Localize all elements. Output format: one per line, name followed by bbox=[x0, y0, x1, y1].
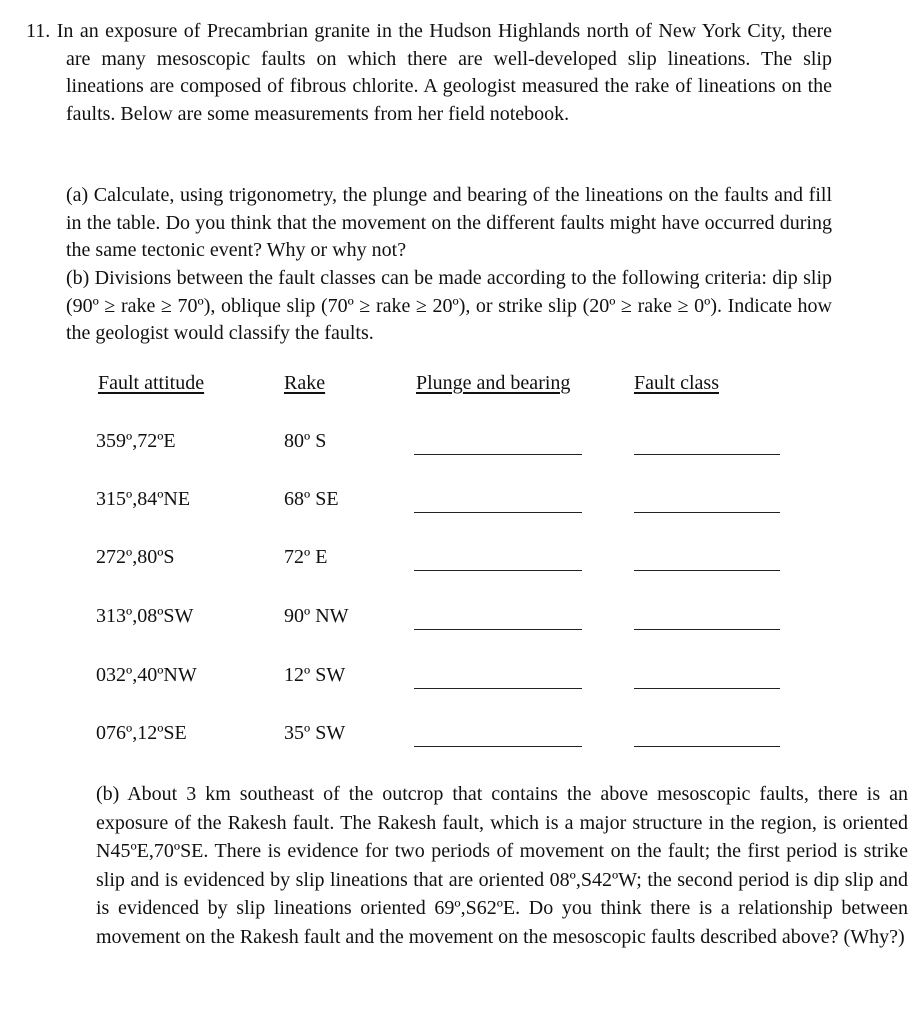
fault-class-blank[interactable] bbox=[634, 746, 780, 747]
rake-cell: 68º SE bbox=[284, 488, 339, 510]
fault-attitude-cell: 313º,08ºSW bbox=[96, 605, 194, 627]
rake-cell: 12º SW bbox=[284, 664, 346, 686]
rake-cell: 80º S bbox=[284, 430, 327, 452]
plunge-bearing-blank[interactable] bbox=[414, 746, 582, 747]
table-row bbox=[0, 546, 920, 586]
fault-class-blank[interactable] bbox=[634, 629, 780, 630]
fault-attitude-cell: 032º,40ºNW bbox=[96, 664, 197, 686]
fault-attitude-cell: 076º,12ºSE bbox=[96, 722, 187, 744]
table-row bbox=[0, 664, 920, 704]
plunge-bearing-blank[interactable] bbox=[414, 512, 582, 513]
table-row bbox=[0, 430, 920, 470]
part-a-text: (a) Calculate, using trigonometry, the plunge and bearing of the lineations on the faults and fill in the table. Do you think that the movement on the different faults might have occurred during the same tectonic event? Why or why not? bbox=[66, 184, 832, 262]
table-row bbox=[0, 605, 920, 645]
plunge-bearing-blank[interactable] bbox=[414, 570, 582, 571]
fault-class-blank[interactable] bbox=[634, 454, 780, 455]
fault-class-blank[interactable] bbox=[634, 512, 780, 513]
fault-class-blank[interactable] bbox=[634, 570, 780, 571]
header-fault-attitude: Fault attitude bbox=[98, 372, 205, 394]
header-rake: Rake bbox=[284, 372, 326, 394]
plunge-bearing-blank[interactable] bbox=[414, 688, 582, 689]
rake-cell: 35º SW bbox=[284, 722, 346, 744]
question-number: 11. bbox=[26, 20, 51, 42]
rake-cell: 72º E bbox=[284, 546, 328, 568]
plunge-bearing-blank[interactable] bbox=[414, 629, 582, 630]
fault-class-blank[interactable] bbox=[634, 688, 780, 689]
table-row bbox=[0, 722, 920, 762]
part-b-criteria-text: (b) Divisions between the fault classes can be made according to the following criteria: dip slip (90º ≥ rake ≥ 70º), oblique slip (70º ≥ rake ≥ 20º), or strike slip (20º ≥ rake ≥ 0º). Indicate how the geologist would classify the faults. bbox=[66, 267, 832, 345]
question-intro-text: In an exposure of Precambrian granite in the Hudson Highlands north of New York City, there are many mesoscopic faults on which there are well-developed slip lineations. The slip lineations are composed of fibrous chlorite. A geologist measured the rake of lineations on the faults. Below are some measurements from her field notebook. bbox=[56, 20, 833, 125]
plunge-bearing-blank[interactable] bbox=[414, 454, 582, 455]
part-b-rakesh-text: (b) About 3 km southeast of the outcrop that contains the above mesoscopic faults, there is an exposure of the Rakesh fault. The Rakesh fault, which is a major structure in the region, is oriented N45ºE,70ºSE. There is evidence for two periods of movement on the fault; the first period is strike slip and is evidenced by slip lineations that are oriented 08º,S42ºW; the second period is dip slip and is evidenced by slip lineations oriented 69º,S62ºE. Do you think there is a relationship between movement on the Rakesh fault and the movement on the mesoscopic faults described above? (Why?) bbox=[96, 783, 908, 948]
fault-attitude-cell: 315º,84ºNE bbox=[96, 488, 191, 510]
header-fault-class: Fault class bbox=[634, 372, 719, 394]
header-plunge-bearing: Plunge and bearing bbox=[416, 372, 571, 394]
fault-attitude-cell: 359º,72ºE bbox=[96, 430, 176, 452]
fault-attitude-cell: 272º,80ºS bbox=[96, 546, 175, 568]
table-row bbox=[0, 488, 920, 528]
rake-cell: 90º NW bbox=[284, 605, 349, 627]
